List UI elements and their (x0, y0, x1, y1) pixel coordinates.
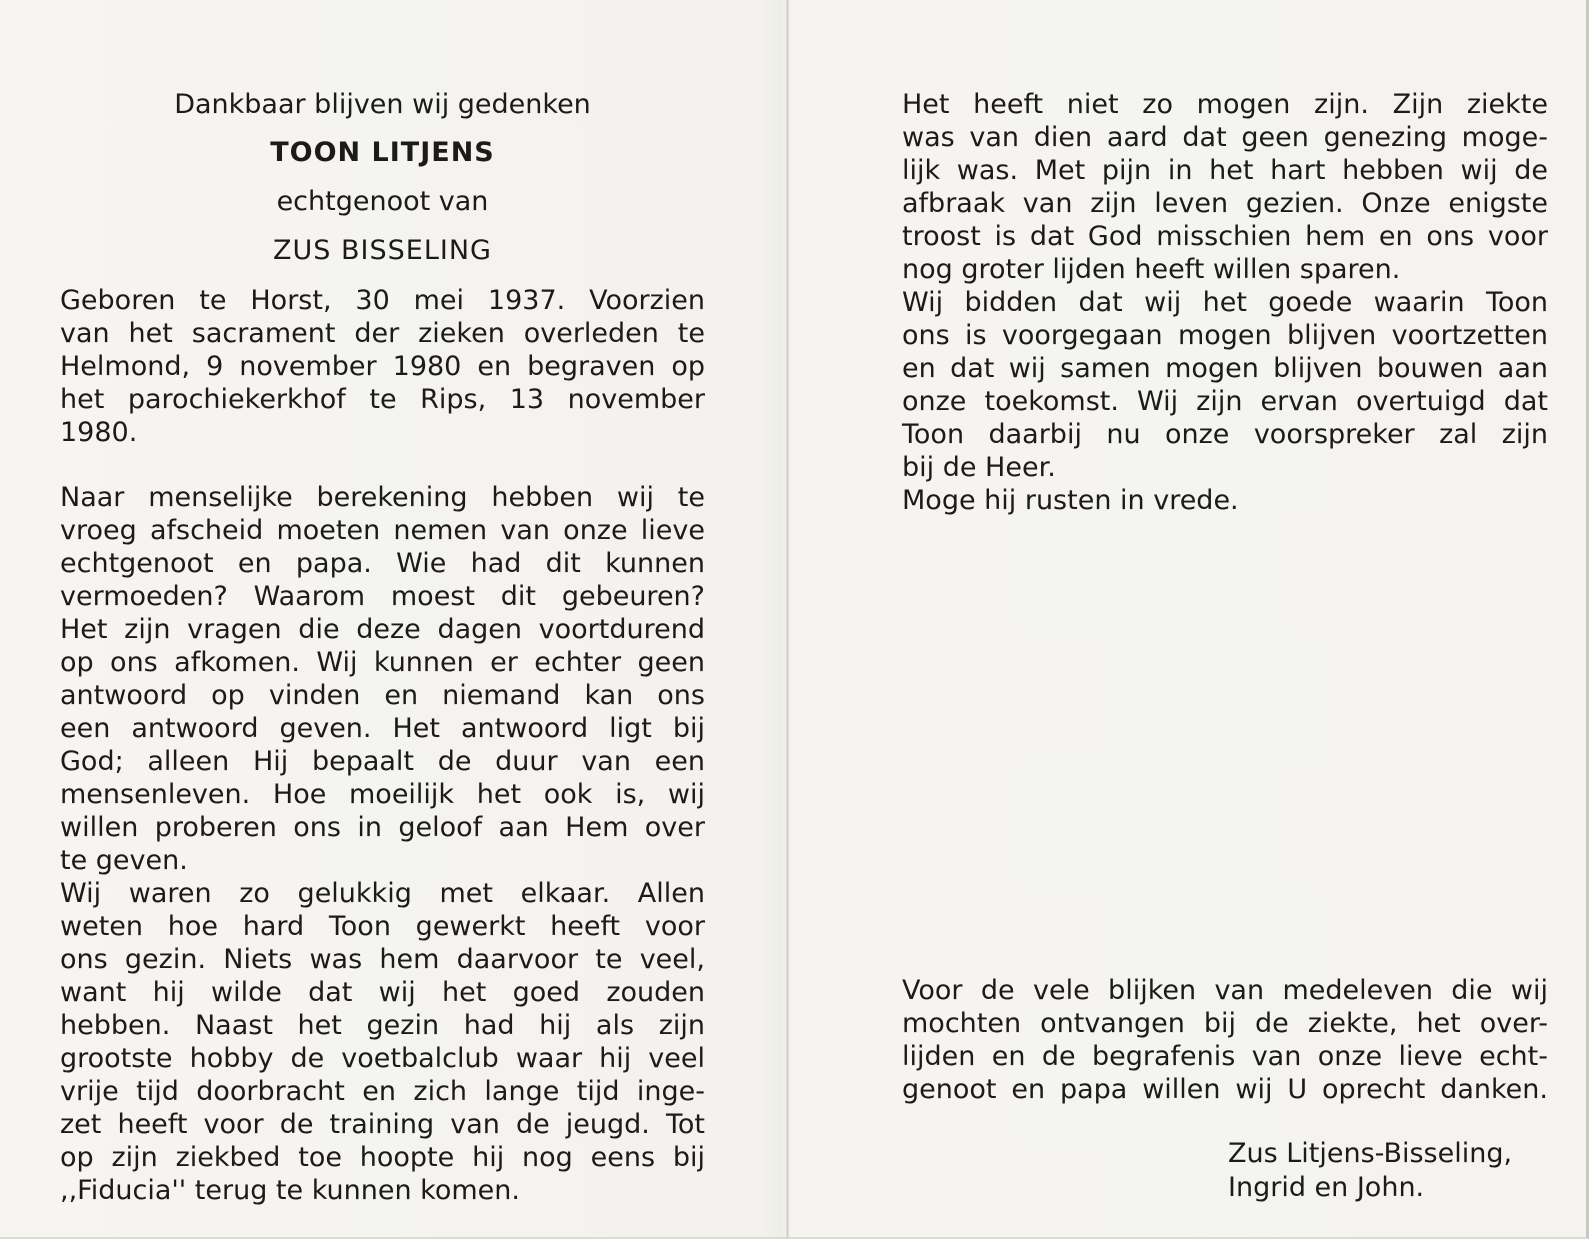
card-fold (786, 0, 789, 1239)
paragraph-line: ons gezin. Niets was hem daarvoor te veel, (60, 944, 705, 975)
paragraph-line: vermoeden? Waarom moest dit gebeuren? (60, 581, 705, 612)
paragraph-line: afbraak van zijn leven gezien. Onze enigste (902, 188, 1548, 219)
paragraph-line: want hij wilde dat wij het goed zouden (60, 977, 705, 1008)
paragraph-line: en dat wij samen mogen blijven bouwen aan (902, 353, 1548, 384)
paragraph-line: hebben. Naast het gezin had hij als zijn (60, 1010, 705, 1041)
paragraph-line: te geven. (60, 845, 188, 876)
paragraph-line: Naar menselijke berekening hebben wij te (60, 482, 705, 513)
paragraph-line: onze toekomst. Wij zijn ervan overtuigd dat (902, 386, 1548, 417)
paragraph-line: zet heeft voor de training van de jeugd. Tot (60, 1109, 705, 1140)
right-panel (902, 0, 1548, 1239)
paragraph-line: grootste hobby de voetbalclub waar hij veel (60, 1043, 705, 1074)
paragraph-line: Helmond, 9 november 1980 en begraven op (60, 351, 705, 382)
thanks-paragraph (902, 974, 1548, 1106)
paragraph-line: van het sacrament der zieken overleden te (60, 318, 705, 349)
left-panel (60, 0, 705, 1239)
reflection-paragraph (60, 481, 705, 1207)
paragraph-line: Toon daarbij nu onze voorspreker zal zijn (902, 419, 1548, 450)
signature-block (1228, 1137, 1548, 1205)
signature-line: Zus Litjens-Bisseling, (1228, 1138, 1513, 1169)
paragraph-line: vroeg afscheid moeten nemen van onze lieve (60, 515, 705, 546)
paragraph-line: lijden en de begrafenis van onze lieve echt- (902, 1041, 1548, 1072)
paragraph-line: mochten ontvangen bij de ziekte, het over- (902, 1008, 1548, 1039)
paragraph-line: willen proberen ons in geloof aan Hem over (60, 812, 705, 843)
consolation-paragraph (902, 88, 1548, 517)
paragraph-line: 1980. (60, 417, 138, 448)
paragraph-line: Moge hij rusten in vrede. (902, 485, 1239, 516)
paragraph-line: op zijn ziekbed toe hoopte hij nog eens bij (60, 1142, 705, 1173)
spouse-label: echtgenoot van (276, 186, 489, 217)
paragraph-line: ons is voorgegaan mogen blijven voortzetten (902, 320, 1548, 351)
intro-line: Dankbaar blijven wij gedenken (174, 89, 591, 120)
paragraph-line: het parochiekerkhof te Rips, 13 november (60, 384, 705, 415)
paragraph-line: Voor de vele blijken van medeleven die wij (902, 975, 1548, 1006)
paragraph-line: nog groter lijden heeft willen sparen. (902, 254, 1401, 285)
paragraph-line: God; alleen Hij bepaalt de duur van een (60, 746, 705, 777)
paragraph-line: was van dien aard dat geen genezing moge- (902, 122, 1548, 153)
paragraph-line: Het heeft niet zo mogen zijn. Zijn ziekte (902, 89, 1548, 120)
paragraph-line: Wij waren zo gelukkig met elkaar. Allen (60, 878, 705, 909)
paragraph-line: lijk was. Met pijn in het hart hebben wij de (902, 155, 1548, 186)
deceased-name: TOON LITJENS (270, 137, 495, 168)
paragraph-line: bij de Heer. (902, 452, 1056, 483)
paragraph-line: Wij bidden dat wij het goede waarin Toon (902, 287, 1548, 318)
paragraph-line: echtgenoot en papa. Wie had dit kunnen (60, 548, 705, 579)
paragraph-line: troost is dat God misschien hem en ons voor (902, 221, 1548, 252)
signature-line: Ingrid en John. (1228, 1172, 1425, 1203)
paragraph-line: mensenleven. Hoe moeilijk het ook is, wij (60, 779, 705, 810)
paragraph-line: Het zijn vragen die deze dagen voortdurend (60, 614, 705, 645)
spouse-name: ZUS BISSELING (273, 235, 492, 266)
paragraph-line: op ons afkomen. Wij kunnen er echter geen (60, 647, 705, 678)
paragraph-line: vrije tijd doorbracht en zich lange tijd inge- (60, 1076, 705, 1107)
paragraph-line: ,,Fiducia'' terug te kunnen komen. (60, 1175, 520, 1206)
birth-death-paragraph (60, 284, 705, 449)
paragraph-line: een antwoord geven. Het antwoord ligt bij (60, 713, 705, 744)
paragraph-line: antwoord op vinden en niemand kan ons (60, 680, 705, 711)
paragraph-line: Geboren te Horst, 30 mei 1937. Voorzien (60, 285, 705, 316)
paragraph-line: weten hoe hard Toon gewerkt heeft voor (60, 911, 705, 942)
paragraph-line: genoot en papa willen wij U oprecht danken. (902, 1074, 1548, 1105)
